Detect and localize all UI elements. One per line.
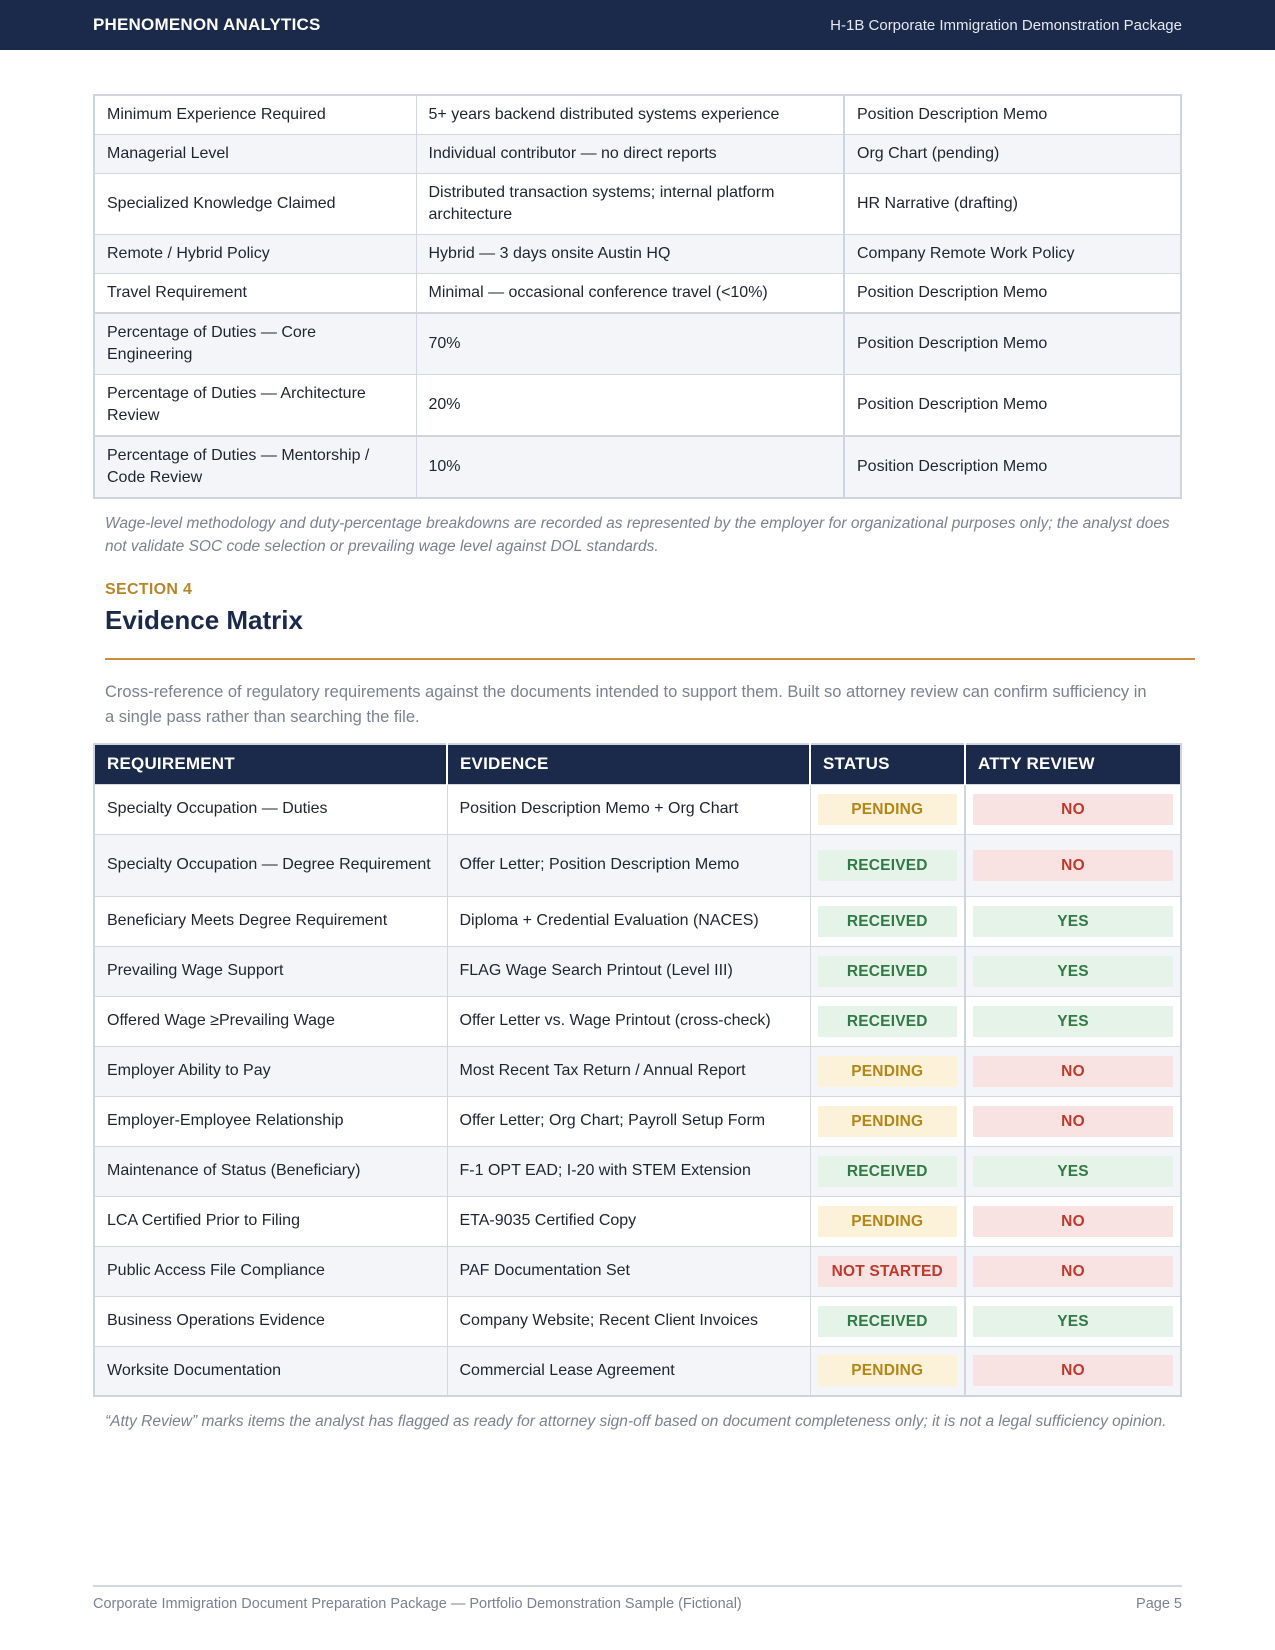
- detail-field: Managerial Level: [94, 135, 416, 174]
- requirement-cell: Business Operations Evidence: [94, 1296, 447, 1346]
- detail-field: Percentage of Duties — Architecture Review: [94, 375, 416, 437]
- atty-review-badge: NO: [973, 1206, 1173, 1237]
- section-divider: [105, 658, 1195, 660]
- table-row: [94, 313, 1181, 375]
- table-row: [94, 1146, 1181, 1196]
- detail-source: Company Remote Work Policy: [844, 235, 1181, 274]
- section-kicker: SECTION 4: [105, 581, 193, 598]
- requirement-cell: Worksite Documentation: [94, 1346, 447, 1396]
- detail-field: Remote / Hybrid Policy: [94, 235, 416, 274]
- atty-review-badge: YES: [973, 1306, 1173, 1337]
- detail-source: Position Description Memo: [844, 95, 1181, 135]
- requirement-cell: Employer-Employee Relationship: [94, 1096, 447, 1146]
- status-badge: PENDING: [818, 1056, 958, 1087]
- page-footer: [93, 1585, 1182, 1612]
- requirement-cell: Prevailing Wage Support: [94, 946, 447, 996]
- atty-review-badge: NO: [973, 794, 1173, 825]
- details-footnote: Wage-level methodology and duty-percentage breakdowns are recorded as represented by the employer for organizational purposes only; the analyst does not validate SOC code selection or prevailing wage level against DOL standards.: [105, 515, 1170, 555]
- detail-field: Percentage of Duties — Core Engineering: [94, 313, 416, 375]
- table-row: [94, 1346, 1181, 1396]
- detail-value: Minimal — occasional conference travel (<10%): [416, 274, 844, 314]
- table-row: [94, 274, 1181, 314]
- section-title: Evidence Matrix: [105, 605, 303, 635]
- evidence-matrix-table: [93, 743, 1182, 1397]
- detail-value: 20%: [416, 375, 844, 437]
- requirement-cell: Offered Wage ≥Prevailing Wage: [94, 996, 447, 1046]
- atty-review-badge: YES: [973, 1156, 1173, 1187]
- detail-source: Position Description Memo: [844, 375, 1181, 437]
- column-header-status: STATUS: [810, 744, 965, 784]
- status-badge: RECEIVED: [818, 956, 958, 987]
- evidence-cell: Position Description Memo + Org Chart: [447, 784, 810, 834]
- atty-review-badge: YES: [973, 1006, 1173, 1037]
- table-row: [94, 95, 1181, 135]
- status-badge: PENDING: [818, 1106, 958, 1137]
- status-badge: RECEIVED: [818, 1006, 958, 1037]
- requirement-cell: Specialty Occupation — Duties: [94, 784, 447, 834]
- status-badge: RECEIVED: [818, 1156, 958, 1187]
- table-row: [94, 375, 1181, 437]
- atty-review-badge: NO: [973, 1355, 1173, 1386]
- detail-field: Minimum Experience Required: [94, 95, 416, 135]
- brand-name: PHENOMENON ANALYTICS: [93, 15, 321, 34]
- detail-value: 70%: [416, 313, 844, 375]
- detail-field: Percentage of Duties — Mentorship / Code Review: [94, 436, 416, 498]
- status-badge: RECEIVED: [818, 906, 958, 937]
- footer-document-title: Corporate Immigration Document Preparation Package — Portfolio Demonstration Sample (Fictional): [93, 1596, 742, 1612]
- detail-field: Specialized Knowledge Claimed: [94, 174, 416, 235]
- package-title: H-1B Corporate Immigration Demonstration Package: [830, 16, 1182, 34]
- table-row: [94, 896, 1181, 946]
- table-header-row: [94, 744, 1181, 784]
- table-row: [94, 1046, 1181, 1096]
- detail-source: Org Chart (pending): [844, 135, 1181, 174]
- column-header-atty-review: ATTY REVIEW: [965, 744, 1181, 784]
- detail-value: 10%: [416, 436, 844, 498]
- position-details-table: [93, 94, 1182, 499]
- table-row: [94, 1296, 1181, 1346]
- evidence-cell: PAF Documentation Set: [447, 1246, 810, 1296]
- detail-value: 5+ years backend distributed systems experience: [416, 95, 844, 135]
- status-badge: RECEIVED: [818, 1306, 958, 1337]
- table-row: [94, 946, 1181, 996]
- page-header: [0, 0, 1275, 50]
- page-content: [93, 94, 1182, 1433]
- requirement-cell: Employer Ability to Pay: [94, 1046, 447, 1096]
- table-row: [94, 784, 1181, 834]
- status-badge: NOT STARTED: [818, 1256, 958, 1287]
- evidence-cell: Most Recent Tax Return / Annual Report: [447, 1046, 810, 1096]
- atty-review-badge: NO: [973, 1256, 1173, 1287]
- atty-review-badge: YES: [973, 906, 1173, 937]
- table-row: [94, 436, 1181, 498]
- table-row: [94, 1196, 1181, 1246]
- evidence-cell: ETA-9035 Certified Copy: [447, 1196, 810, 1246]
- column-header-evidence: EVIDENCE: [447, 744, 810, 784]
- detail-field: Travel Requirement: [94, 274, 416, 314]
- requirement-cell: Beneficiary Meets Degree Requirement: [94, 896, 447, 946]
- status-badge: PENDING: [818, 1206, 958, 1237]
- evidence-cell: Diploma + Credential Evaluation (NACES): [447, 896, 810, 946]
- detail-source: Position Description Memo: [844, 436, 1181, 498]
- atty-review-badge: NO: [973, 850, 1173, 881]
- detail-value: Individual contributor — no direct reports: [416, 135, 844, 174]
- requirement-cell: LCA Certified Prior to Filing: [94, 1196, 447, 1246]
- table-row: [94, 996, 1181, 1046]
- detail-source: Position Description Memo: [844, 313, 1181, 375]
- detail-value: Hybrid — 3 days onsite Austin HQ: [416, 235, 844, 274]
- section-intro: Cross-reference of regulatory requirements against the documents intended to support them. Built so attorney review can confirm sufficiency in a single pass rather than searching the file.: [105, 683, 1147, 726]
- evidence-cell: Commercial Lease Agreement: [447, 1346, 810, 1396]
- atty-review-badge: YES: [973, 956, 1173, 987]
- page-number: Page 5: [1136, 1596, 1182, 1612]
- requirement-cell: Specialty Occupation — Degree Requirement: [94, 834, 447, 896]
- requirement-cell: Maintenance of Status (Beneficiary): [94, 1146, 447, 1196]
- status-badge: PENDING: [818, 1355, 958, 1386]
- table-row: [94, 174, 1181, 235]
- table-row: [94, 834, 1181, 896]
- atty-review-badge: NO: [973, 1056, 1173, 1087]
- evidence-cell: Offer Letter; Position Description Memo: [447, 834, 810, 896]
- evidence-cell: Offer Letter vs. Wage Printout (cross-check): [447, 996, 810, 1046]
- atty-review-badge: NO: [973, 1106, 1173, 1137]
- column-header-requirement: REQUIREMENT: [94, 744, 447, 784]
- matrix-footnote: “Atty Review” marks items the analyst has flagged as ready for attorney sign-off based on document completeness only; it is not a legal sufficiency opinion.: [105, 1413, 1167, 1430]
- requirement-cell: Public Access File Compliance: [94, 1246, 447, 1296]
- detail-source: HR Narrative (drafting): [844, 174, 1181, 235]
- evidence-cell: FLAG Wage Search Printout (Level III): [447, 946, 810, 996]
- table-row: [94, 1246, 1181, 1296]
- evidence-cell: F-1 OPT EAD; I-20 with STEM Extension: [447, 1146, 810, 1196]
- status-badge: RECEIVED: [818, 850, 958, 881]
- detail-source: Position Description Memo: [844, 274, 1181, 314]
- detail-value: Distributed transaction systems; internal platform architecture: [416, 174, 844, 235]
- table-row: [94, 1096, 1181, 1146]
- evidence-cell: Offer Letter; Org Chart; Payroll Setup Form: [447, 1096, 810, 1146]
- evidence-cell: Company Website; Recent Client Invoices: [447, 1296, 810, 1346]
- table-row: [94, 135, 1181, 174]
- status-badge: PENDING: [818, 794, 958, 825]
- table-row: [94, 235, 1181, 274]
